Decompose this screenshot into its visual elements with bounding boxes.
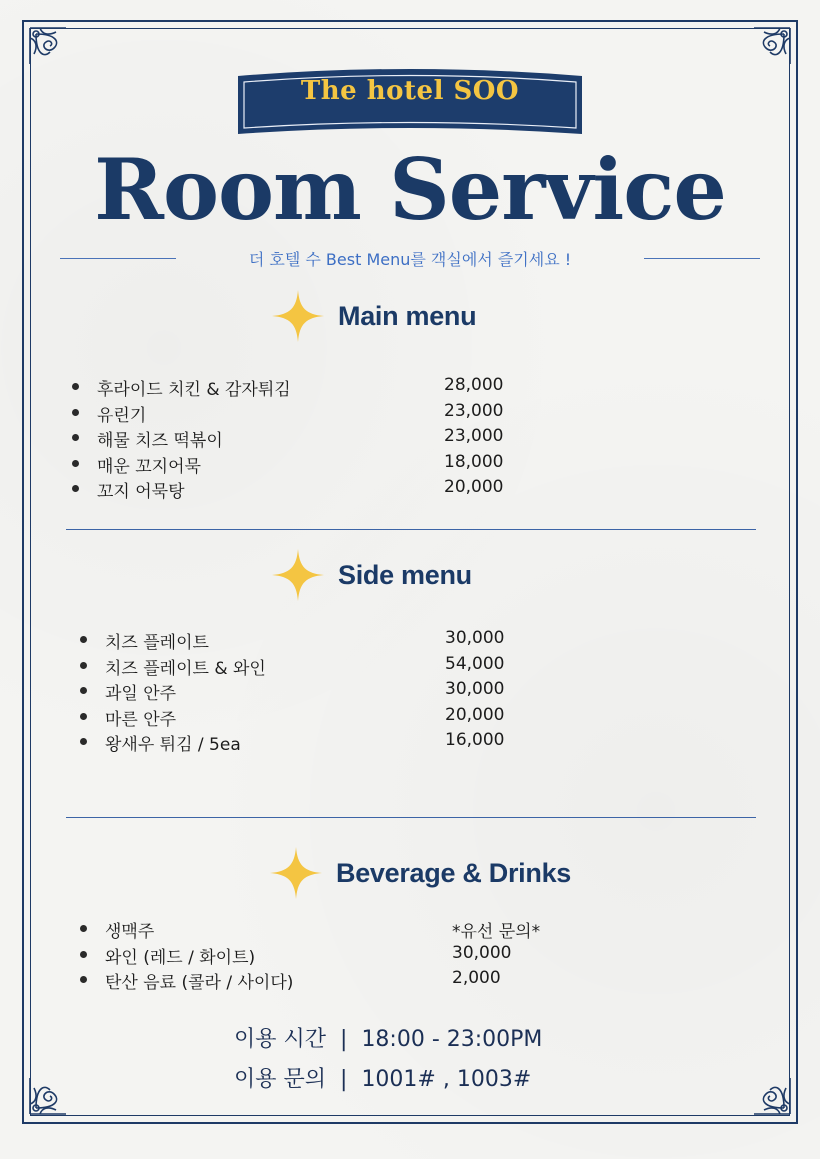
corner-ornament-icon [26,1056,88,1118]
page-title: Room Service [94,140,726,239]
section-title: Main menu [338,300,477,331]
item-price: 30,000 [452,942,512,963]
item-name: 해물 치즈 떡볶이 [97,431,223,451]
corner-ornament-icon [732,1056,794,1118]
item-price: 2,000 [452,968,501,988]
item-name: 치즈 플레이트 [105,633,209,653]
info-separator: | [340,1027,348,1052]
bullet-dot [80,925,87,932]
bullet-dot [80,976,87,983]
bullet-dot [80,951,87,958]
service-contact [234,1062,531,1093]
item-price: 18,000 [444,451,504,472]
item-price: 23,000 [444,400,504,421]
info-separator: | [340,1067,348,1092]
brand-name: The hotel SOO [300,76,520,106]
item-name: 과일 안주 [105,684,177,704]
hours-label: 이용 시간 [234,1027,327,1052]
item-name: 치즈 플레이트 & 와인 [105,658,266,679]
item-name: 매운 꼬지어묵 [97,456,201,477]
bullet-dot [72,383,79,390]
bullet-dot [72,485,79,492]
item-price: 23,000 [444,426,504,446]
section-header-side [272,549,472,601]
sparkle-star-icon [272,290,324,342]
section-divider [66,817,756,818]
item-name: 마른 안주 [105,709,177,730]
hours-value: 18:00 - 23:00PM [361,1027,543,1052]
section-divider [66,529,756,530]
section-title: Beverage & Drinks [336,857,572,888]
item-name: 꼬지 어묵탕 [97,482,185,502]
contact-label: 이용 문의 [234,1067,327,1092]
section-header-beverage [270,847,571,899]
item-price: 30,000 [445,679,505,699]
corner-ornament-icon [732,24,794,86]
service-hours [234,1022,542,1053]
bullet-dot [80,662,87,669]
contact-value: 1001# , 1003# [361,1067,532,1092]
bullet-dot [72,460,79,467]
item-name: 탄산 음료 (콜라 / 사이다) [105,973,294,993]
item-price: *유선 문의* [452,922,541,942]
bullet-dot [80,636,87,643]
item-price: 30,000 [445,628,505,648]
sparkle-star-icon [272,549,324,601]
section-title: Side menu [338,559,472,590]
corner-ornament-icon [26,24,88,86]
bullet-dot [72,434,79,441]
item-name: 유린기 [97,405,147,426]
sparkle-star-icon [270,847,322,899]
bullet-dot [80,738,87,745]
item-name: 왕새우 튀김 / 5ea [105,735,241,755]
item-name: 후라이드 치킨 & 감자튀김 [97,380,291,400]
bullet-dot [80,687,87,694]
item-price: 20,000 [445,704,505,725]
bullet-dot [80,713,87,720]
bullet-dot [72,409,79,416]
item-price: 54,000 [445,653,505,674]
subtitle: 더 호텔 수 Best Menu를 객실에서 즐기세요 ! [248,250,572,269]
item-name: 와인 (레드 / 화이트) [105,947,256,968]
item-price: 16,000 [445,730,505,750]
item-price: 28,000 [444,375,504,395]
item-name: 생맥주 [105,922,155,942]
item-price: 20,000 [444,477,504,497]
section-header-main [272,290,476,342]
